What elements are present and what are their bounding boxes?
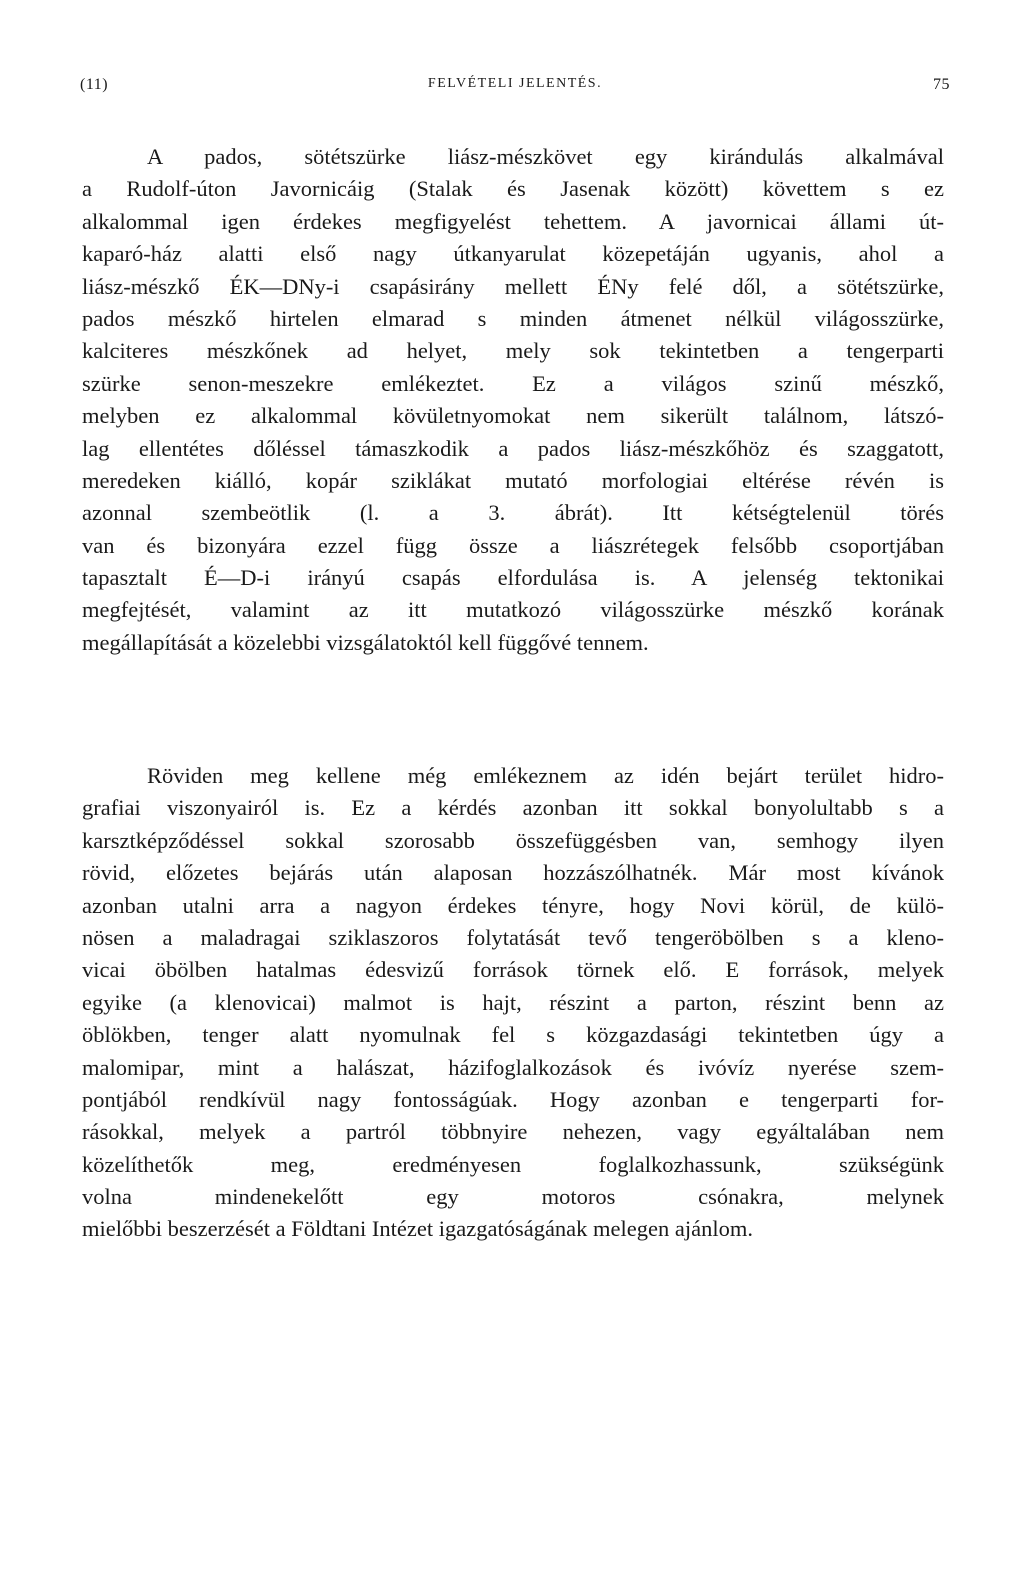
text-line: melyben ez alkalommal kövületnyomokat nem sikerült találnom, látszó- bbox=[82, 403, 944, 429]
text-line: A pados, sötétszürke liász-mészkövet egy kirándulás alkalmával bbox=[147, 144, 944, 169]
text-line: volna mindenekelőtt egy motoros csónakra, melynek bbox=[82, 1184, 944, 1210]
text-line: rövid, előzetes bejárás után alaposan hozzászólhatnék. Már most kívánok bbox=[82, 860, 944, 886]
text-line: vicai öbölben hatalmas édesvizű források törnek elő. E források, melyek bbox=[82, 957, 944, 983]
text-line: karsztképződéssel sokkal szorosabb összefüggésben van, semhogy ilyen bbox=[82, 827, 944, 853]
text-line: öblökben, tenger alatt nyomulnak fel s közgazdasági tekintetben úgy a bbox=[82, 1022, 944, 1048]
text-line: malomipar, mint a halászat, házifoglalkozások és ivóvíz nyerése szem- bbox=[82, 1054, 944, 1080]
text-line: pados mészkő hirtelen elmarad s minden átmenet nélkül világosszürke, bbox=[82, 305, 944, 331]
text-line: szürke senon-meszekre emlékeztet. Ez a világos szinű mészkő, bbox=[82, 370, 944, 396]
text-line: megfejtését, valamint az itt mutatkozó világosszürke mészkő korának bbox=[82, 597, 944, 623]
page-reference: (11) bbox=[80, 76, 109, 93]
text-line: kalciteres mészkőnek ad helyet, mely sok tekintetben a tengerparti bbox=[82, 338, 944, 364]
page-number: 75 bbox=[933, 76, 950, 93]
text-line: tapasztalt É—D-i irányú csapás elfordulása is. A jelenség tektonikai bbox=[82, 565, 944, 591]
text-line: azonnal szembeötlik (l. a 3. ábrát). Itt kétségtelenül törés bbox=[82, 500, 944, 526]
text-line: megállapítását a közelebbi vizsgálatoktól kell függővé tennem. bbox=[82, 629, 649, 655]
running-title: FELVÉTELI JELENTÉS. bbox=[427, 76, 603, 91]
text-line: a Rudolf-úton Javornicáig (Stalak és Jasenak között) követtem s ez bbox=[82, 176, 944, 202]
text-line: egyike (a klenovicai) malmot is hajt, részint a parton, részint benn az bbox=[82, 989, 944, 1015]
text-line: kaparó-ház alatti első nagy útkanyarulat közepetáján ugyanis, ahol a bbox=[82, 241, 944, 267]
paragraph-1 bbox=[82, 141, 944, 659]
text-line: Röviden meg kellene még emlékeznem az idén bejárt terület hidro- bbox=[147, 763, 944, 788]
text-line: meredeken kiálló, kopár sziklákat mutató morfologiai eltérése révén is bbox=[82, 467, 944, 493]
text-line: grafiai viszonyairól is. Ez a kérdés azonban itt sokkal bonyolultabb s a bbox=[82, 795, 944, 821]
running-header bbox=[80, 76, 950, 102]
text-line: liász-mészkő ÉK—DNy-i csapásirány mellett ÉNy felé dől, a sötétszürke, bbox=[82, 273, 944, 299]
text-line: azonban utalni arra a nagyon érdekes tényre, hogy Novi körül, de külö- bbox=[82, 892, 944, 918]
text-line: pontjából rendkívül nagy fontosságúak. Hogy azonban e tengerparti for- bbox=[82, 1086, 944, 1112]
text-line: lag ellentétes dőléssel támaszkodik a pados liász-mészkőhöz és szaggatott, bbox=[82, 435, 944, 461]
text-line: alkalommal igen érdekes megfigyelést tehettem. A javornicai állami út- bbox=[82, 208, 944, 234]
paragraph-2 bbox=[82, 760, 944, 1246]
text-line: rásokkal, melyek a partról többnyire nehezen, vagy egyáltalában nem bbox=[82, 1119, 944, 1145]
text-line: nösen a maladragai sziklaszoros folytatását tevő tengeröbölben s a kleno- bbox=[82, 924, 944, 950]
text-line: közelíthetők meg, eredményesen foglalkozhassunk, szükségünk bbox=[82, 1151, 944, 1177]
text-line: van és bizonyára ezzel függ össze a liászrétegek felsőbb csoportjában bbox=[82, 532, 944, 558]
text-line: mielőbbi beszerzését a Földtani Intézet igazgatóságának melegen ajánlom. bbox=[82, 1216, 753, 1242]
